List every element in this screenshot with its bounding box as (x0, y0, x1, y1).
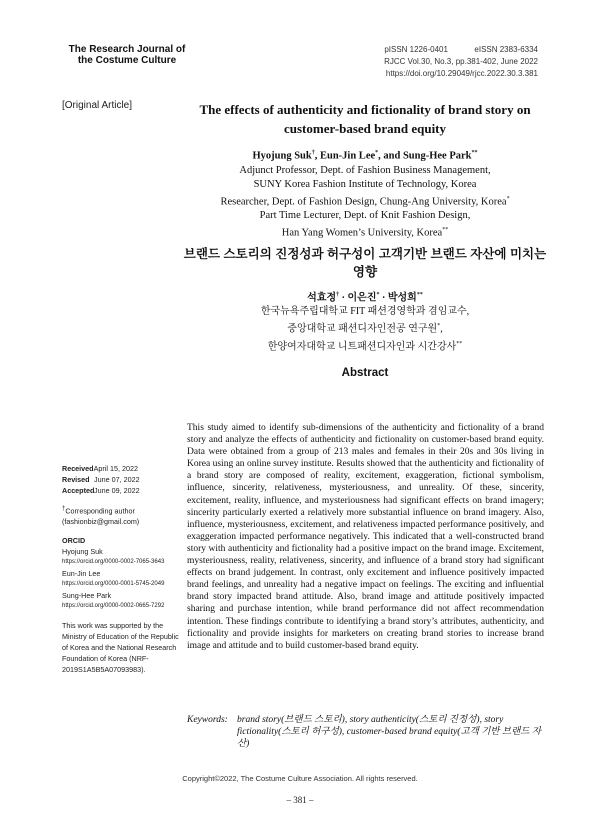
author-mark: ** (471, 150, 478, 156)
accepted-date: June 09, 2022 (94, 486, 140, 495)
separator: , and (378, 150, 403, 162)
affiliation-mark: ** (456, 340, 463, 347)
doi-link[interactable]: https://doi.org/10.29049/rjcc.2022.30.3.381 (385, 69, 538, 78)
orcid-link[interactable]: https://orcid.org/0000-0001-5745-2049 (62, 581, 165, 588)
citation: RJCC Vol.30, No.3, pp.381-402, June 2022 (384, 57, 538, 66)
journal-meta (384, 44, 538, 80)
revised-label: Revised (62, 475, 90, 484)
author-names (180, 146, 550, 164)
korean-author-block (180, 288, 550, 354)
author-mark: ** (416, 292, 423, 298)
received-row (62, 463, 180, 474)
author-mark: † (336, 292, 340, 298)
affiliation-line: Han Yang Women’s University, Korea** (281, 227, 449, 239)
affiliation-mark: * (506, 195, 510, 202)
orcid-name: Hyojung Suk (62, 547, 103, 557)
affiliation-line: Adjunct Professor, Dept. of Fashion Business Management, (239, 164, 491, 176)
affiliation-line: 중앙대학교 패션디자인전공 연구원*, (287, 323, 443, 335)
article-sidebar (62, 463, 180, 675)
separator: · (339, 292, 348, 304)
affiliation-line: SUNY Korea Fashion Institute of Technology, Korea (253, 178, 477, 190)
affiliation-line: Part Time Lecturer, Dept. of Knit Fashion Design, (259, 210, 471, 221)
abstract-heading: Abstract (341, 367, 389, 379)
paper-title: The effects of authenticity and fictionality of brand story on customer-based brand equity (199, 102, 531, 136)
received-date: April 15, 2022 (93, 464, 138, 473)
orcid-name: Sung-Hee Park (62, 591, 112, 601)
corresponding-email[interactable]: (fashionbiz@gmail.com) (62, 517, 140, 527)
author-name: 석효정 (307, 292, 337, 304)
page-number: – 381 – (286, 795, 314, 805)
affiliation-line: Researcher, Dept. of Fashion Design, Chung-Ang University, Korea* (220, 195, 510, 207)
author-mark: † (311, 150, 315, 156)
keywords-block (187, 714, 547, 750)
author-mark: * (376, 292, 380, 298)
copyright-notice: Copyright©2022, The Costume Culture Association. All rights reserved. (182, 774, 418, 783)
corresponding-author-heading: †Corresponding author (62, 506, 135, 516)
affiliation-mark: * (437, 323, 441, 330)
separator: · (379, 292, 388, 304)
accepted-label: Accepted (62, 486, 95, 495)
accepted-row (62, 485, 180, 496)
orcid-link[interactable]: https://orcid.org/0000-0002-0665-7292 (62, 603, 165, 610)
keywords-text: brand story(브랜드 스토리), story authenticity(스토리 진정성), story fictionality(스토리 허구성), customer-based brand equity(고객 기반 브랜드 자산) (237, 715, 542, 749)
author-block (180, 146, 550, 241)
affiliation-line: 한국뉴욕주립대학교 FIT 패션경영학과 겸임교수, (260, 306, 470, 318)
journal-name (62, 44, 192, 66)
author-name: 이은진 (347, 292, 377, 304)
author-name: Eun-Jin Lee (320, 150, 376, 162)
author-mark: * (375, 150, 379, 156)
journal-name-line1: The Research Journal of (68, 44, 186, 55)
pissn: pISSN 1226-0401 (384, 45, 448, 54)
separator: , (314, 150, 320, 162)
journal-name-line2: the Costume Culture (77, 55, 177, 66)
author-name: 박성희 (387, 292, 417, 304)
author-name: Sung-Hee Park (402, 150, 472, 162)
korean-title: 브랜드 스토리의 진정성과 허구성이 고객기반 브랜드 자산에 미치는 영향 (183, 247, 547, 279)
orcid-name: Eun-Jin Lee (62, 569, 101, 579)
revised-date: June 07, 2022 (94, 475, 140, 484)
affiliation-line: 한양여자대학교 니트패션디자인과 시간강사** (267, 340, 463, 352)
funding-note: This work was supported by the Ministry of Education of the Republic of Korea and the National Research Foundation of Korea (NRF-2019S1A5B5A07093983). (62, 621, 179, 675)
affiliation-mark: ** (442, 227, 449, 233)
revised-row (62, 474, 180, 485)
issn-row (384, 44, 538, 56)
orcid-link[interactable]: https://orcid.org/0000-0002-7065-3643 (62, 559, 165, 566)
author-name: Hyojung Suk (252, 150, 312, 162)
abstract-body: This study aimed to identify sub-dimensions of the authenticity and fictionality of a brand story and analyze the effects of authenticity and fictionality on customer-based brand equity. Data were obtained from a group of 213 males and females in their 20s and 30s living in Korea using an online survey institute. Results showed that the authenticity and fictionality of a brand story are composed of reality, excitement, exaggeration, fictional symbolism, influence, sincerity, relativeness, mysteriousness, and unreality. Of these, sincerity, excitement, reality, influence, and mysteriousness had significant effects on brand imagery; sincerity particularly exerted a relatively more substantial influence on brand imagery. Also, influence, mysteriousness, excitement, and relativeness impacted performance positively, and exaggeration impacted performance negatively. This indicated that a well-constructed brand story with authenticity and fictionality had a positive impact on the brand image. Excitement, mysteriousness, reality, relativeness, sincerity, and influence of a brand story had significant effects on brand judgement. In contrast, only excitement and influence positively impacted brand feelings, and unreality had a negative impact on feelings. The exciting and influential brand story impacted brand attitude. Also, brand image and attitude positively impacted sharing and purchase intention, while brand performance did not affect recommendation intention. These findings contribute to identifying a brand story’s attributes, authenticity, and fictionality and provide insights for marketers on creating brand stories to increase brand image and attitude and to build customer-based brand equity. (187, 423, 544, 651)
eissn: eISSN 2383-6334 (474, 45, 538, 54)
orcid-heading: ORCID (62, 536, 86, 546)
keywords-label: Keywords: (187, 715, 228, 725)
received-label: Received (62, 464, 94, 473)
article-type: [Original Article] (62, 100, 133, 111)
korean-author-names (180, 288, 550, 305)
